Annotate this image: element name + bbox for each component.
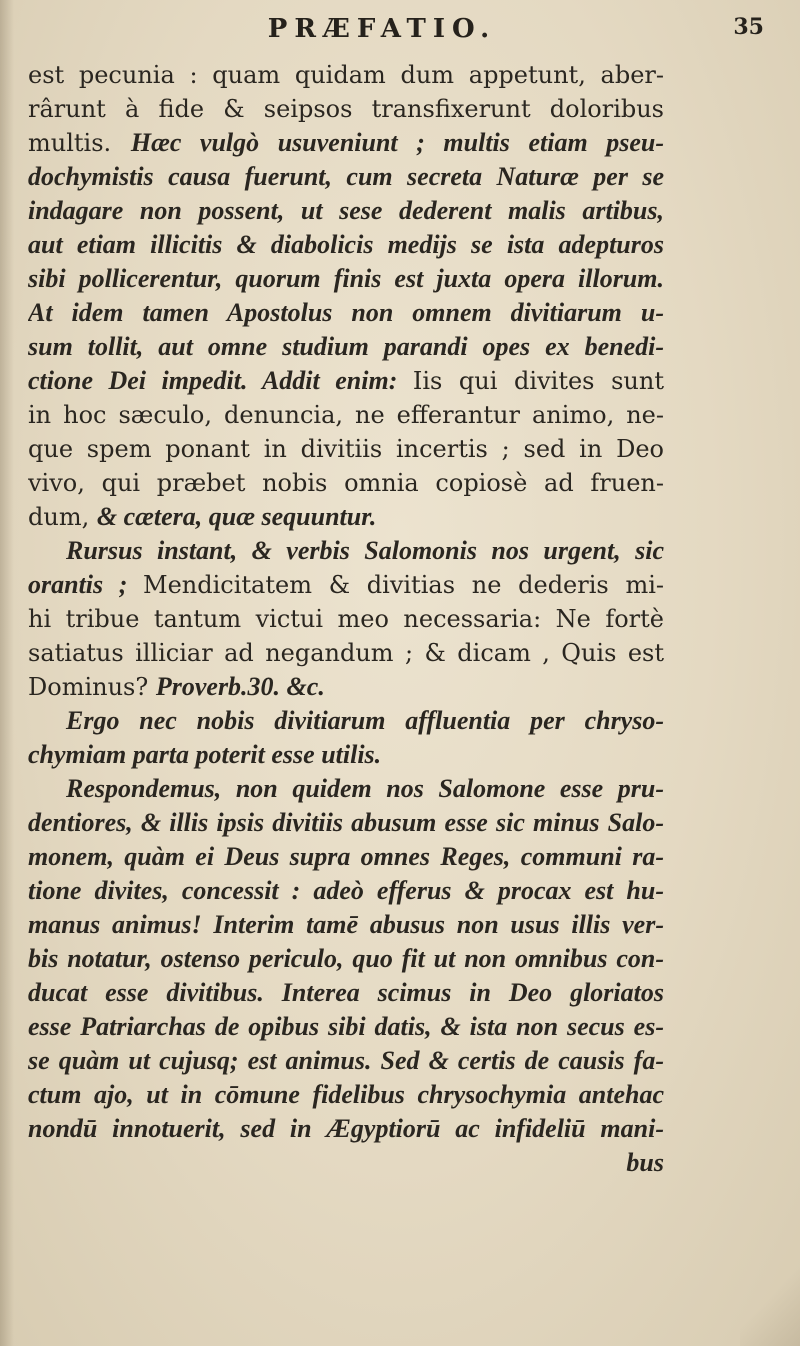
text-segment: Iis qui divites sunt <box>412 367 664 395</box>
text-segment: satiatus illiciar ad negandum ; & dicam , Quis est <box>28 639 664 667</box>
text-segment: se quàm ut cujusq; est animus. Sed & certis de causis fa- <box>28 1046 664 1075</box>
text-segment: dentiores, & illis ipsis divitiis abusum esse sic minus Salo- <box>28 808 664 837</box>
text-segment: aut etiam illicitis & diabolicis medijs se ista adepturos <box>28 230 664 259</box>
text-line <box>28 330 664 364</box>
text-segment: multis. <box>28 129 131 157</box>
text-line <box>28 874 664 908</box>
text-segment: monem, quàm ei Deus supra omnes Reges, communi ra- <box>28 842 664 871</box>
text-line <box>28 262 664 296</box>
text-segment: esse Patriarchas de opibus sibi datis, & ista non secus es- <box>28 1012 664 1041</box>
text-line <box>28 160 664 194</box>
text-segment: ctione Dei impedit. Addit enim: <box>28 366 413 395</box>
text-segment: Rursus instant, & verbis Salomonis nos urgent, sic <box>66 536 664 565</box>
text-segment: At idem tamen Apostolus non omnem divitiarum u- <box>28 298 664 327</box>
text-segment: indagare non possent, ut sese dederent malis artibus, <box>28 196 664 225</box>
text-segment: orantis ; <box>28 570 144 599</box>
text-line <box>28 772 664 806</box>
text-segment: vivo, qui præbet nobis omnia copiosè ad fruen- <box>28 469 664 497</box>
text-line <box>28 92 664 126</box>
text-line <box>28 976 664 1010</box>
text-segment: rârunt à fide & seipsos transfixerunt doloribus <box>28 95 664 123</box>
text-line <box>28 58 664 92</box>
text-line <box>28 1044 664 1078</box>
text-segment: nondū innotuerit, sed in Ægyptiorū ac infideliū mani- <box>28 1114 664 1143</box>
text-line <box>28 602 664 636</box>
text-line <box>28 534 664 568</box>
text-line <box>28 126 664 160</box>
text-segment: in hoc sæculo, denuncia, ne efferantur animo, ne- <box>28 401 664 429</box>
catchword <box>28 1146 664 1180</box>
text-line <box>28 704 664 738</box>
text-line <box>28 228 664 262</box>
text-segment: & cætera, quæ sequuntur. <box>96 502 377 531</box>
text-line <box>28 636 664 670</box>
gutter-shadow <box>0 0 14 1346</box>
text-line <box>28 908 664 942</box>
text-segment: que spem ponant in divitiis incertis ; sed in Deo <box>28 435 664 463</box>
text-line <box>28 806 664 840</box>
text-line <box>28 1010 664 1044</box>
text-line <box>28 1112 664 1146</box>
body-text <box>28 58 664 1180</box>
text-segment: sibi pollicerentur, quorum finis est juxta opera illorum. <box>28 264 664 293</box>
text-segment: Proverb.30. &c. <box>155 672 325 701</box>
text-line <box>28 670 664 704</box>
text-segment: dum, <box>28 503 97 531</box>
running-title: PRÆFATIO. <box>267 14 497 44</box>
text-segment: Respondemus, non quidem nos Salomone esse pru- <box>66 774 664 803</box>
text-segment: ducat esse divitibus. Interea scimus in Deo gloriatos <box>28 978 664 1007</box>
text-line <box>28 194 664 228</box>
text-line <box>28 840 664 874</box>
text-segment: Dominus? <box>28 673 156 701</box>
text-segment: Mendicitatem & divitias ne dederis mi- <box>143 571 664 599</box>
text-segment: manus animus! Interim tamē abusus non usus illis ver- <box>28 910 664 939</box>
text-line <box>28 466 664 500</box>
text-line <box>28 1078 664 1112</box>
text-line <box>28 364 664 398</box>
catchword-text: bus <box>626 1148 664 1177</box>
text-line <box>28 398 664 432</box>
text-segment: bis notatur, ostenso periculo, quo fit ut non omnibus con- <box>28 944 664 973</box>
text-line <box>28 942 664 976</box>
text-line <box>28 738 664 772</box>
text-line <box>28 500 664 534</box>
text-segment: Ergo nec nobis divitiarum affluentia per chryso- <box>66 706 664 735</box>
page-number: 35 <box>733 14 764 40</box>
text-segment: ctum ajo, ut in cōmune fidelibus chrysochymia antehac <box>28 1080 664 1109</box>
text-segment: dochymistis causa fuerunt, cum secreta Naturæ per se <box>28 162 664 191</box>
text-segment: Hæc vulgò usuveniunt ; multis etiam pseu- <box>130 128 664 157</box>
text-segment: tione divites, concessit : adeò efferus & procax est hu- <box>28 876 664 905</box>
page-wear <box>740 1206 800 1346</box>
text-line <box>28 296 664 330</box>
text-line <box>28 568 664 602</box>
text-segment: hi tribue tantum victui meo necessaria: Ne fortè <box>28 605 664 633</box>
text-segment: sum tollit, aut omne studium parandi opes ex benedi- <box>28 332 664 361</box>
text-line <box>28 432 664 466</box>
text-segment: chymiam parta poterit esse utilis. <box>28 740 382 769</box>
text-segment: est pecunia : quam quidam dum appetunt, aber- <box>28 61 664 89</box>
